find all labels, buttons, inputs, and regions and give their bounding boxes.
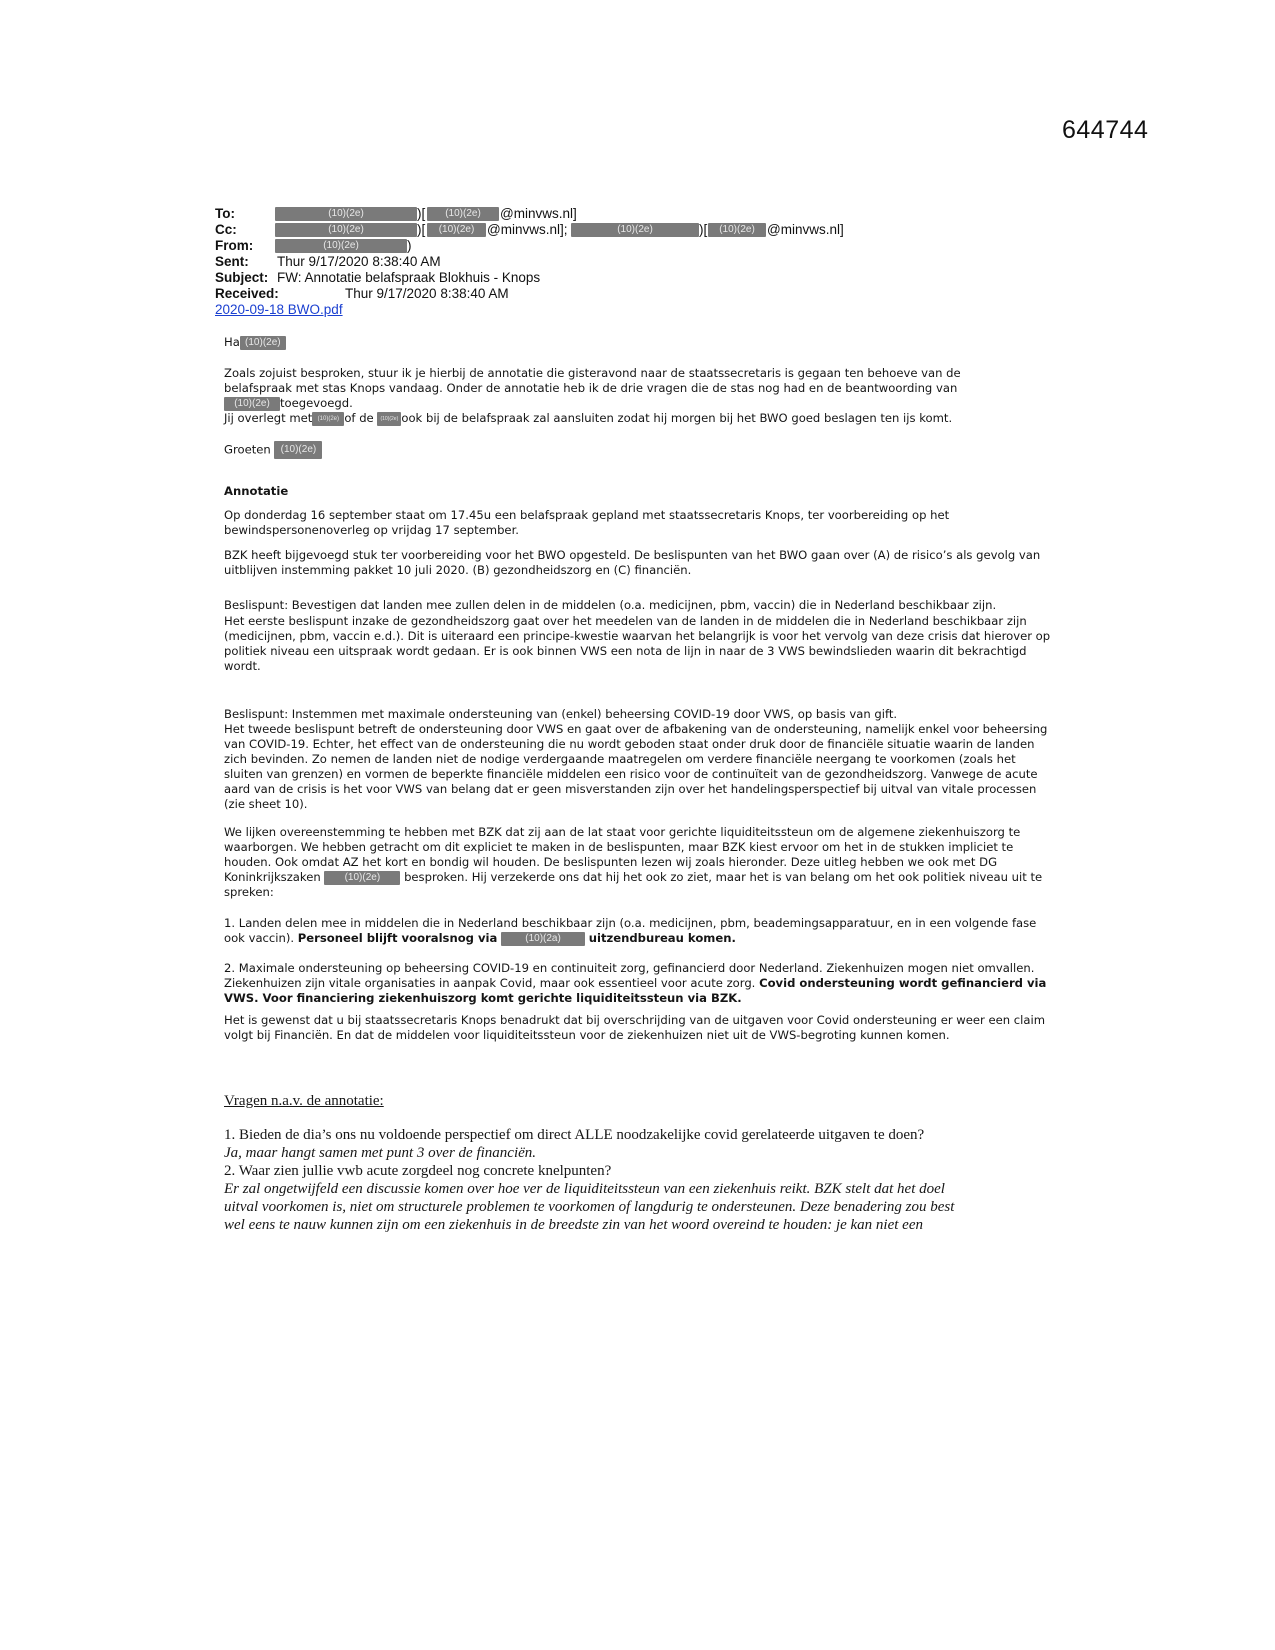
vragen-title-text: Vragen n.a.v. de annotatie: — [224, 1093, 384, 1109]
redaction: (10)(2e) — [708, 223, 766, 237]
bracket: )[ — [417, 206, 426, 221]
subject-label: Subject: — [215, 270, 269, 285]
redaction: (10)(2e) — [377, 412, 401, 426]
cc-row — [215, 222, 237, 238]
received-value: Thur 9/17/2020 8:38:40 AM — [345, 286, 509, 301]
redaction: (10)(2e) — [240, 336, 286, 350]
document-number: 644744 — [1062, 116, 1149, 144]
redaction: (10)(2e) — [274, 441, 322, 459]
redaction: (10)(2a) — [501, 932, 585, 946]
greeting-text: Ha — [224, 335, 240, 349]
from-label: From: — [215, 238, 254, 253]
to-label: To: — [215, 206, 235, 221]
paragraph-text: besproken. Hij verzekerde ons dat hij het ook zo ziet, maar het is van belang om het ook politiek niveau uit te spreken: — [224, 870, 1043, 899]
cc-domain-1: @minvws.nl]; — [487, 222, 568, 237]
to-row — [215, 206, 235, 222]
intro-text: ook bij de belafspraak zal aansluiten zodat hij morgen bij het BWO goed beslagen ten ijs komt. — [401, 411, 953, 425]
sent-row — [215, 254, 441, 270]
intro-message — [224, 366, 1054, 426]
redaction: (10)(2e) — [571, 223, 699, 237]
intro-line: belafspraak met stas Knops vandaag. Onder de annotatie heb ik de drie vragen die de stas nog had en de beantwoording van — [224, 381, 958, 395]
intro-line — [224, 396, 1054, 411]
redaction: (10)(2e) — [224, 397, 280, 411]
received-label: Received: — [215, 286, 279, 301]
cc-label: Cc: — [215, 222, 237, 237]
paragraph: Het eerste beslispunt inzake de gezondheidszorg gaat over het meedelen van de landen in de middelen die in Nederland beschikbaar zijn (medicijnen, pbm, vaccin e.d.). Dit is uiteraard een principe-kwestie waarvan het belangrijk is voor het vervolg van deze crisis dat hierover op politiek niveau een uitspraak wordt gedaan. Er is ook binnen VWS een nota de lijn in naar de 3 VWS bewindslieden waarin dit bekrachtigd wordt. — [224, 614, 1051, 673]
closing-text: Groeten — [224, 442, 271, 457]
from-row — [215, 238, 253, 254]
answer: Er zal ongetwijfeld een discussie komen over hoe ver de liquiditeitssteun van een ziekenhuis reikt. BZK stelt dat het doel — [224, 1181, 945, 1197]
subject-row — [215, 270, 540, 286]
cc-domain-2: @minvws.nl] — [767, 222, 844, 237]
intro-line: Zoals zojuist besproken, stuur ik je hierbij de annotatie die gisteravond naar de staatssecretaris is gegaan ten behoeve van de — [224, 366, 961, 380]
beslispunt-2 — [224, 707, 1054, 812]
vragen-list — [224, 1126, 1054, 1234]
intro-line — [224, 411, 1054, 426]
sent-value: Thur 9/17/2020 8:38:40 AM — [277, 254, 441, 269]
redaction: (10)(2e) — [324, 871, 400, 885]
paragraph: Het is gewenst dat u bij staatssecretaris Knops benadrukt dat bij overschrijding van de uitgaven voor Covid ondersteuning er weer een claim volgt bij Financiën. En dat de middelen voor liquiditeitssteun voor de ziekenhuizen niet uit de VWS-begroting kunnen komen. — [224, 1013, 1046, 1042]
point-bold: Personeel blijft vooralsnog via — [297, 931, 498, 945]
paragraph: Op donderdag 16 september staat om 17.45u een belafspraak gepland met staatssecretaris Knops, ter voorbereiding op het bewindspersonenoverleg op vrijdag 17 september. — [224, 508, 950, 537]
redaction: (10)(2e) — [312, 412, 344, 426]
answer: uitval voorkomen is, niet om structurele problemen te voorkomen of langdurig te ondersteunen. Deze benadering zou best — [224, 1199, 955, 1215]
point-text: 1. Landen delen mee in middelen die in Nederland beschikbaar zijn (o.a. medicijnen, pbm, beademingsapparatuur, en in een volgende fase ook vaccin). — [224, 916, 1037, 945]
redaction: (10)(2e) — [275, 223, 417, 237]
bracket: )[ — [699, 222, 708, 237]
beslispunt-1 — [224, 597, 1054, 674]
vragen-title — [224, 1092, 1054, 1110]
redaction: (10)(2e) — [275, 207, 417, 221]
annotatie-title: Annotatie — [224, 484, 289, 498]
paragraph — [224, 825, 1054, 900]
attachment-row — [215, 302, 343, 318]
beslispunt-title: Beslispunt: Bevestigen dat landen mee zullen delen in de middelen (o.a. medicijnen, pbm, vaccin) die in Nederland beschikbaar zijn. — [224, 598, 997, 612]
closing — [224, 441, 1054, 459]
redaction: (10)(2e) — [275, 239, 407, 253]
point-2 — [224, 961, 1054, 1006]
answer: Ja, maar hangt samen met punt 3 over de financiën. — [224, 1145, 537, 1161]
paragraph-text: We lijken overeenstemming te hebben met BZK dat zij aan de lat staat voor gerichte liquiditeitssteun om de algemene ziekenhuiszorg te waarborgen. We hebben getracht om dit expliciet te maken in de beslispunten, maar BZK kiest ervoor om het in de stukken impliciet te houden. Ook omdat AZ het kort en bondig wil houden. De beslispunten lezen wij zoals hieronder. Deze uitleg hebben we ook met DG Koninkrijkszaken — [224, 825, 1021, 884]
question: 1. Bieden de dia’s ons nu voldoende perspectief om direct ALLE noodzakelijke covid gerelateerde uitgaven te doen? — [224, 1127, 925, 1143]
answer: wel eens te nauw kunnen zijn om een ziekenhuis in de breedste zin van het woord overeind te houden: je kan niet een — [224, 1217, 923, 1233]
bracket: )[ — [417, 222, 426, 237]
point-bold: Covid ondersteuning wordt gefinancierd via VWS. Voor financiering ziekenhuiszorg komt gerichte liquiditeitssteun via BZK. — [224, 976, 1047, 1005]
paragraph: BZK heeft bijgevoegd stuk ter voorbereiding voor het BWO opgesteld. De beslispunten van het BWO gaan over (A) de risico’s als gevolg van uitblijven instemming pakket 10 juli 2020. (B) gezondheidszorg en (C) financiën. — [224, 548, 1041, 577]
redaction: (10)(2e) — [427, 223, 486, 237]
intro-text: toegevoegd. — [280, 396, 353, 410]
bracket: ) — [407, 238, 412, 253]
point-bold: uitzendbureau komen. — [588, 931, 736, 945]
sent-label: Sent: — [215, 254, 249, 269]
beslispunt-title: Beslispunt: Instemmen met maximale ondersteuning van (enkel) beheersing COVID-19 door VWS, op basis van gift. — [224, 707, 898, 721]
point-1 — [224, 916, 1054, 946]
paragraph: Het tweede beslispunt betreft de ondersteuning door VWS en gaat over de afbakening van de ondersteuning, namelijk enkel voor beheersing van COVID-19. Echter, het effect van de ondersteuning die nu wordt geboden staat onder druk door de financiële situatie waarin de landen zich bevinden. Zo nemen de landen niet de nodige verdergaande maatregelen om verdere financiële neergang te voorkomen (zoals het sluiten van grenzen) en vormen de beperkte financiële middelen een risico voor de continuïteit van de gezondheidszorg. Vanwege de acute aard van de crisis is het voor VWS van belang dat er geen misverstanden zijn over het handelingsperspectief bij uitval van vitale processen (zie sheet 10). — [224, 722, 1048, 811]
question: 2. Waar zien jullie vwb acute zorgdeel nog concrete knelpunten? — [224, 1163, 612, 1179]
greeting — [224, 335, 1054, 350]
intro-text: Jij overlegt met — [224, 411, 313, 425]
intro-text: of de — [344, 411, 374, 425]
redaction: (10)(2e) — [427, 207, 499, 221]
received-row — [215, 286, 509, 302]
subject-value: FW: Annotatie belafspraak Blokhuis - Knops — [277, 270, 541, 285]
attachment-link[interactable]: 2020-09-18 BWO.pdf — [215, 302, 343, 317]
point-text: 2. Maximale ondersteuning op beheersing COVID-19 en continuiteit zorg, gefinancierd door Nederland. Ziekenhuizen mogen niet omvallen. Ziekenhuizen zijn vitale organisaties in aanpak Covid, maar ook essentieel voor acute zorg. — [224, 961, 1035, 990]
to-domain: @minvws.nl] — [500, 206, 577, 221]
